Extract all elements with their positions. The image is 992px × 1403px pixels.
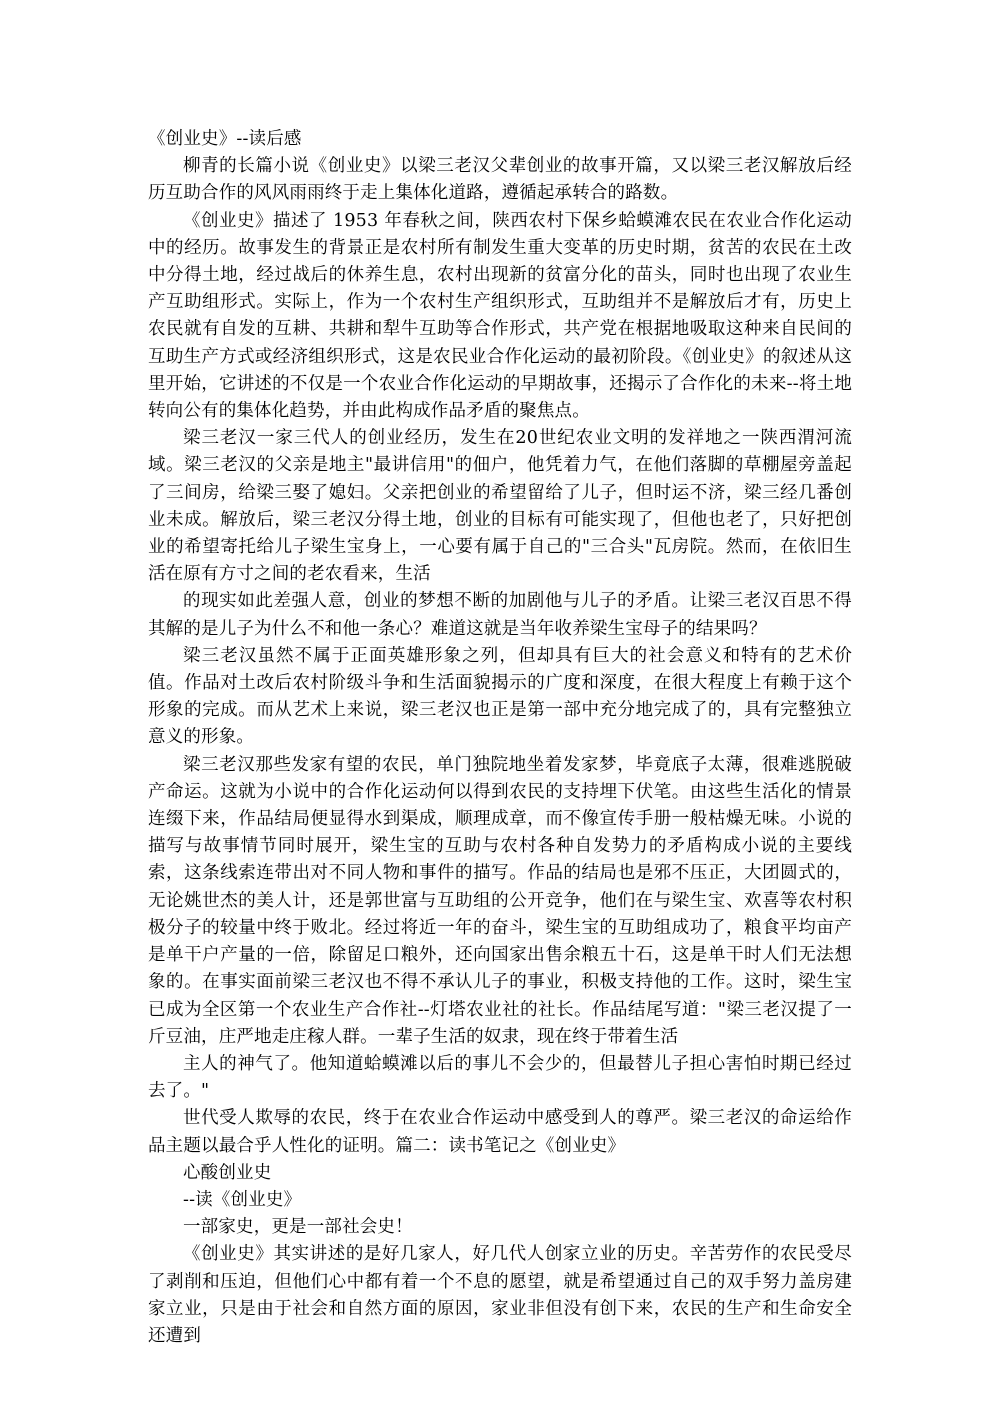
paragraph-3: 梁三老汉一家三代人的创业经历，发生在20世纪农业文明的发祥地之一陕西渭河流域。梁三老汉的父亲是地主"最讲信用"的佃户，他凭着力气，在他们落脚的草棚屋旁盖起了三间房，给梁三娶了媳妇。父亲把创业的希望留给了儿子，但时运不济，梁三经几番创业未成。解放后，梁三老汉分得土地，创业的目标有可能实现了，但他也老了，只好把创业的希望寄托给儿子梁生宝身上，一心要有属于自己的"三合头"瓦房院。然而，在依旧生活在原有方寸之间的老农看来，生活 — [148, 428, 852, 585]
paragraph-11-tagline: 一部家史，更是一部社会史！ — [183, 1217, 413, 1238]
paragraph-4: 的现实如此差强人意，创业的梦想不断的加剧他与儿子的矛盾。让梁三老汉百思不得其解的是儿子为什么不和他一条心？难道这就是当年收养梁生宝母子的结果吗？ — [148, 591, 852, 639]
paragraph-6: 梁三老汉那些发家有望的农民，单门独院地坐着发家梦，毕竟底子太薄，很难逃脱破产命运。这就为小说中的合作化运动何以得到农民的支持埋下伏笔。由这些生活化的情景连缀下来，作品结局便显得水到渠成，顺理成章，而不像宣传手册一般枯燥无味。小说的描写与故事情节同时展开，梁生宝的互助与农村各种自发势力的矛盾构成小说的主要线索，这条线索连带出对不同人物和事件的描写。作品的结局也是邪不压正，大团圆式的，无论姚世杰的美人计，还是郭世富与互助组的公开竞争，他们在与梁生宝、欢喜等农村积极分子的较量中终于败北。经过将近一年的奋斗，梁生宝的互助组成功了，粮食平均亩产是单干户产量的一倍，除留足口粮外，还向国家出售余粮五十石，这是单干时人们无法想象的。在事实面前梁三老汉也不得不承认儿子的事业，积极支持他的工作。这时，梁生宝已成为全区第一个农业生产合作社--灯塔农业社的社长。作品结尾写道："梁三老汉提了一斤豆油，庄严地走庄稼人群。一辈子生活的奴隶，现在终于带着生活 — [148, 754, 852, 1047]
paragraph-8: 世代受人欺辱的农民，终于在农业合作运动中感受到人的尊严。梁三老汉的命运给作品主题以最合乎人性化的证明。篇二：读书笔记之《创业史》 — [148, 1108, 852, 1156]
paragraph-10-subtitle: --读《创业史》 — [183, 1189, 302, 1210]
paragraph-9-subheading: 心酸创业史 — [183, 1162, 272, 1183]
paragraph-12: 《创业史》其实讲述的是好几家人，好几代人创家立业的历史。辛苦劳作的农民受尽了剥削和压迫，但他们心中都有着一个不息的愿望，就是希望通过自己的双手努力盖房建家立业，只是由于社会和自然方面的原因，家业非但没有创下来，农民的生产和生命安全还遭到 — [148, 1244, 852, 1346]
document-title-line: 《创业史》--读后感 — [148, 129, 302, 149]
paragraph-7: 主人的神气了。他知道蛤蟆滩以后的事儿不会少的，但最替儿子担心害怕时期已经过去了。" — [148, 1053, 852, 1102]
paragraph-1: 柳青的长篇小说《创业史》以梁三老汉父辈创业的故事开篇，又以梁三老汉解放后经历互助合作的风风雨雨终于走上集体化道路，遵循起承转合的路数。 — [148, 156, 852, 204]
document-text-body — [148, 126, 852, 1350]
paragraph-2: 《创业史》描述了 1953 年春秋之间，陕西农村下保乡蛤蟆滩农民在农业合作化运动中的经历。故事发生的背景正是农村所有制发生重大变革的历史时期，贫苦的农民在土改中分得土地，经过战后的休养生息，农村出现新的贫富分化的苗头，同时也出现了农业生产互助组形式。实际上，作为一个农村生产组织形式，互助组并不是解放后才有，历史上农民就有自发的互耕、共耕和犁牛互助等合作形式，共产党在根据地吸取这种来自民间的互助生产方式或经济组织形式，这是农民业合作化运动的最初阶段。《创业史》的叙述从这里开始，它讲述的不仅是一个农业合作化运动的早期故事，还揭示了合作化的未来--将土地转向公有的集体化趋势，并由此构成作品矛盾的聚焦点。 — [148, 210, 852, 422]
paragraph-5: 梁三老汉虽然不属于正面英雄形象之列，但却具有巨大的社会意义和特有的艺术价值。作品对土改后农村阶级斗争和生活面貌揭示的广度和深度，在很大程度上有赖于这个形象的完成。而从艺术上来说，梁三老汉也正是第一部中充分地完成了的，具有完整独立意义的形象。 — [148, 645, 852, 748]
